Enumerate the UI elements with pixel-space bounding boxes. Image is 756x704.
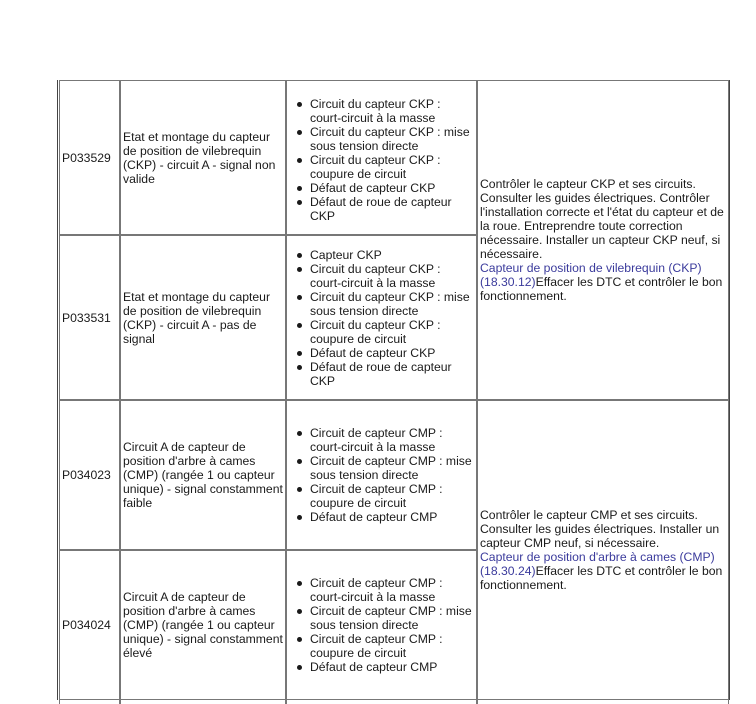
cause-item: Circuit du capteur CKP : coupure de circuit [310,318,474,346]
cause-item: Circuit de capteur CMP : mise sous tension directe [310,454,474,482]
action-text [480,508,726,592]
cause-item: Circuit du capteur CKP : mise sous tension directe [310,290,474,318]
next-row-action-stub [477,699,729,704]
cause-item: Circuit du capteur CKP : court-circuit à la masse [310,97,474,125]
dtc-code-cell [59,550,120,700]
cause-item: Circuit de capteur CMP : court-circuit à la masse [310,576,474,604]
action-followup: Effacer les DTC et contrôler le bon fonctionnement. [480,275,723,303]
causes-list [289,576,474,674]
procedure-link[interactable]: Capteur de position de vilebrequin (CKP) (18.30.12) [480,261,702,289]
dtc-code-cell [59,80,120,235]
dtc-description-cell [120,550,286,700]
cause-item: Circuit de capteur CMP : coupure de circuit [310,632,474,660]
next-row-causes-stub [286,699,477,704]
cause-item: Défaut de roue de capteur CKP [310,360,474,388]
action-instructions: Contrôler le capteur CKP et ses circuits. Consulter les guides électriques. Contrôler l'installation correcte et l'état du capteur et de la roue. Entreprendre toute correction nécessaire. Installer un capteur CKP neuf, si nécessaire. [480,177,724,261]
causes-list [289,426,474,524]
action-instructions: Contrôler le capteur CMP et ses circuits. Consulter les guides électriques. Installer un capteur CMP neuf, si nécessaire. [480,508,720,550]
cause-item: Capteur CKP [310,248,474,262]
dtc-description: Circuit A de capteur de position d'arbre à cames (CMP) (rangée 1 ou capteur unique) - signal constamment élevé [123,590,283,660]
cause-item: Circuit de capteur CMP : coupure de circuit [310,482,474,510]
cause-item: Circuit du capteur CKP : mise sous tension directe [310,125,474,153]
dtc-description: Etat et montage du capteur de position de vilebrequin (CKP) - circuit A - pas de signal [123,289,271,346]
dtc-causes-cell [286,235,477,400]
dtc-description-cell [120,235,286,400]
dtc-description: Circuit A de capteur de position d'arbre à cames (CMP) (rangée 1 ou capteur unique) - signal constamment faible [123,440,283,510]
cause-item: Défaut de capteur CMP [310,510,474,524]
cause-item: Défaut de capteur CKP [310,346,474,360]
right-border [729,80,730,700]
dtc-causes-cell [286,80,477,235]
action-text [480,177,726,303]
causes-list [289,248,474,388]
dtc-causes-cell [286,550,477,700]
dtc-description: Etat et montage du capteur de position de vilebrequin (CKP) - circuit A - signal non valide [123,129,276,186]
left-border [57,80,58,700]
dtc-causes-cell [286,400,477,550]
cause-item: Circuit du capteur CKP : coupure de circuit [310,153,474,181]
procedure-link[interactable]: Capteur de position d'arbre à cames (CMP) (18.30.24) [480,550,715,578]
cause-item: Défaut de roue de capteur CKP [310,195,474,223]
dtc-code-cell [59,235,120,400]
next-row-description-stub [120,699,286,704]
cause-item: Défaut de capteur CKP [310,181,474,195]
dtc-description-cell [120,400,286,550]
dtc-code: P033531 [62,310,111,325]
cause-item: Défaut de capteur CMP [310,660,474,674]
dtc-description-cell [120,80,286,235]
cause-item: Circuit du capteur CKP : court-circuit à la masse [310,262,474,290]
action-followup: Effacer les DTC et contrôler le bon fonctionnement. [480,564,723,592]
dtc-code: P033529 [62,150,111,165]
cause-item: Circuit de capteur CMP : mise sous tension directe [310,604,474,632]
dtc-code: P034024 [62,618,111,632]
dtc-code-cell [59,400,120,550]
action-cell [477,80,729,400]
next-row-code-stub [59,699,120,704]
action-cell [477,400,729,700]
dtc-code: P034023 [62,468,111,482]
causes-list [289,97,474,223]
cause-item: Circuit de capteur CMP : court-circuit à la masse [310,426,474,454]
